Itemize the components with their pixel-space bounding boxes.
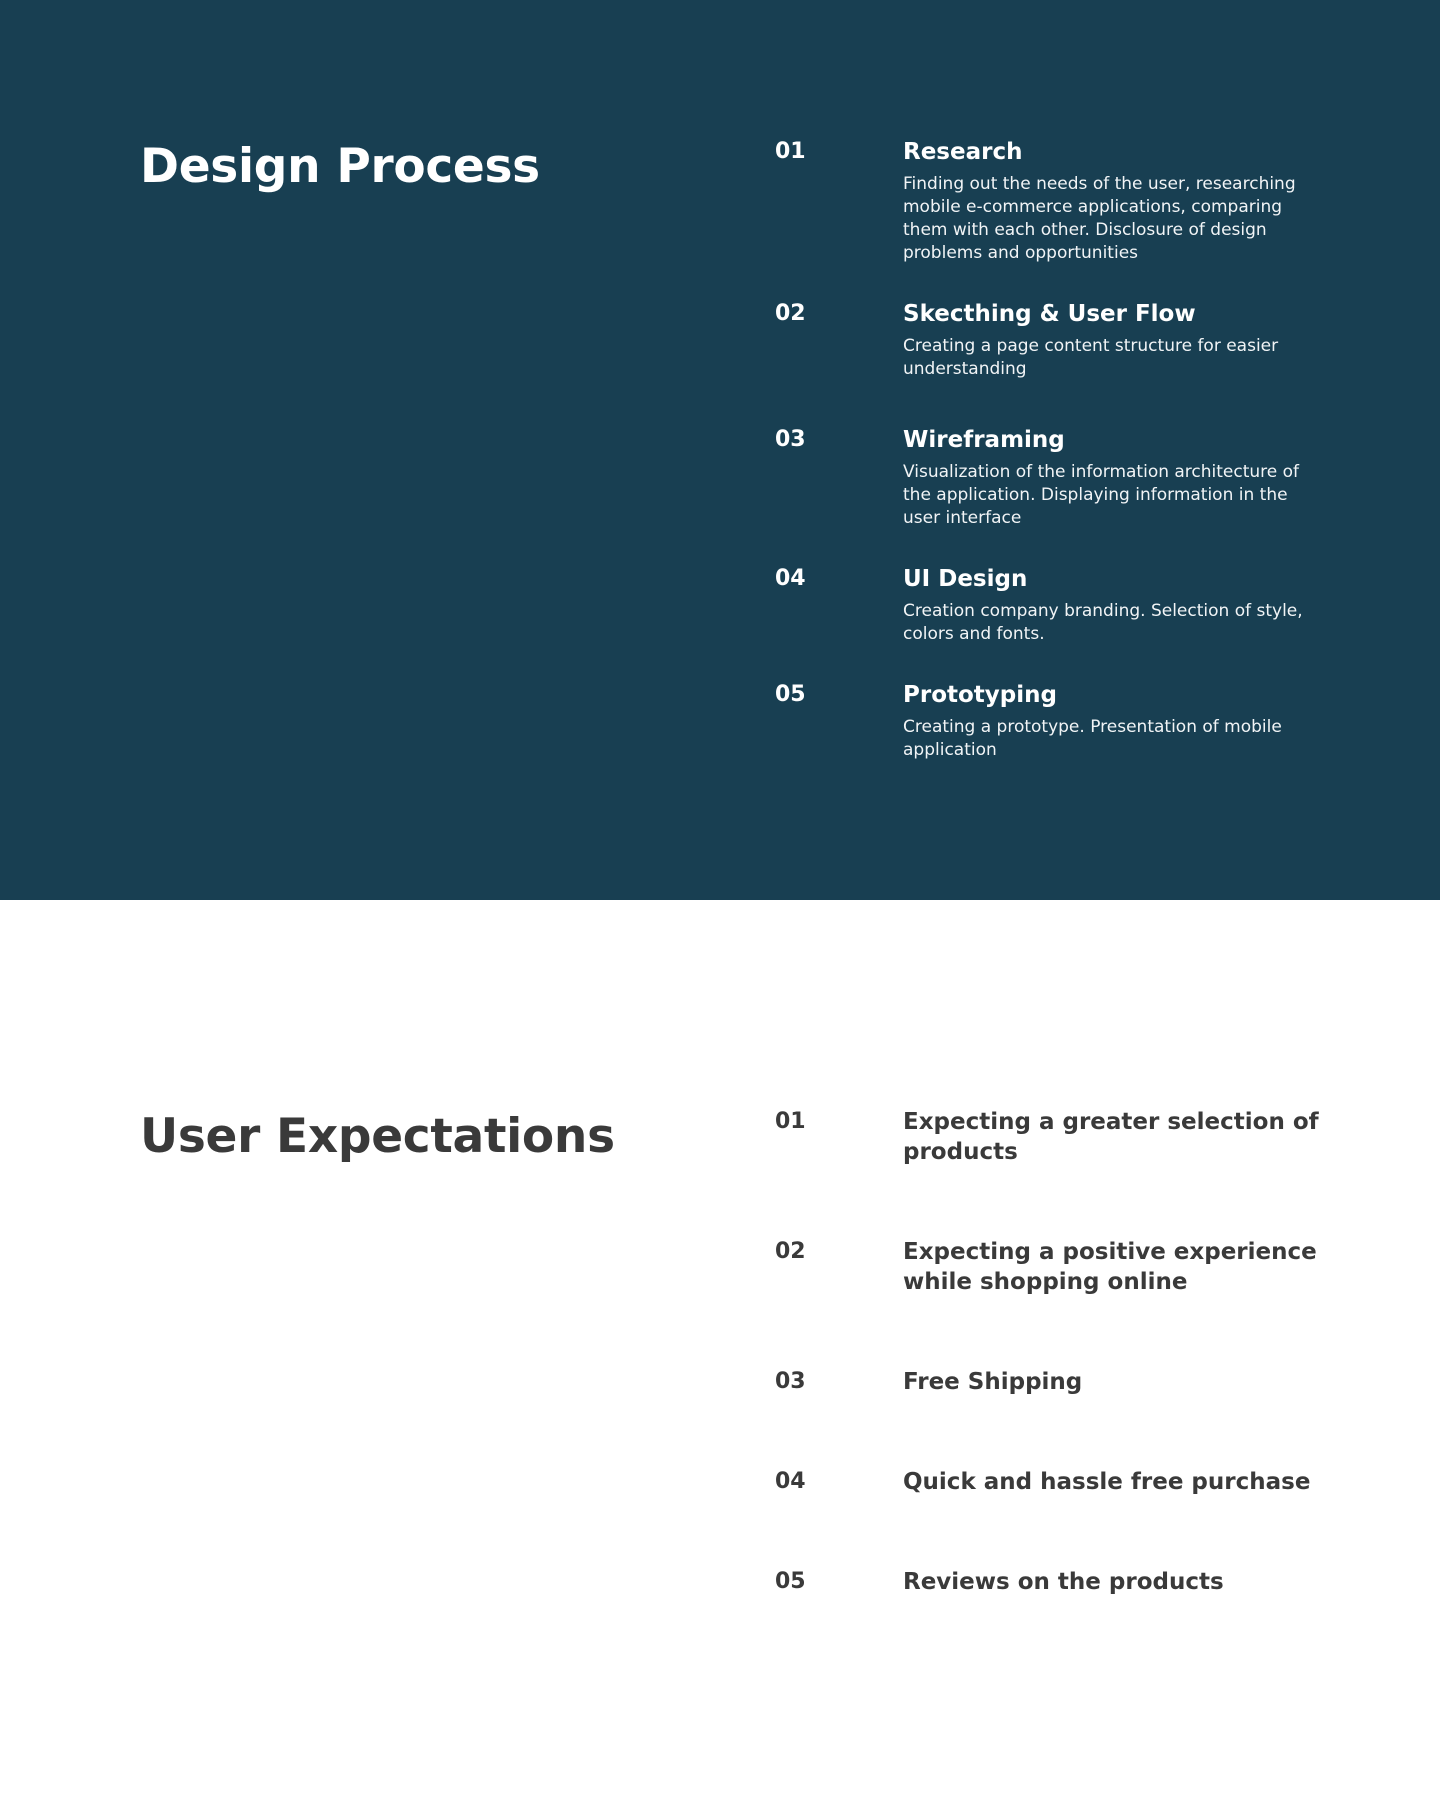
step-description: Creating a prototype. Presentation of mobile application [903, 717, 1282, 760]
step-content [903, 564, 1335, 646]
item-number: 01 [775, 1109, 806, 1134]
step-number: 04 [775, 566, 806, 591]
step-title: Wireframing [903, 427, 1065, 453]
step-description: Finding out the needs of the user, researching mobile e-commerce applications, comparing them with each other. Disclosure of design problems and opportunities [903, 174, 1296, 263]
step-description: Visualization of the information architecture of the application. Displaying information in the user interface [903, 462, 1300, 528]
item-number: 04 [775, 1469, 806, 1494]
item-content [903, 1567, 1335, 1597]
step-number: 05 [775, 682, 806, 707]
item-content [903, 1107, 1335, 1167]
step-number: 03 [775, 427, 806, 452]
item-text: Expecting a positive experience while shopping online [903, 1239, 1317, 1295]
step-content [903, 680, 1335, 762]
item-text: Expecting a greater selection of products [903, 1109, 1319, 1165]
user-expectations-section [0, 900, 1440, 1800]
step-title: Prototyping [903, 682, 1057, 708]
step-number: 02 [775, 301, 806, 326]
item-text: Free Shipping [903, 1369, 1083, 1395]
step-content [903, 425, 1335, 530]
step-description: Creating a page content structure for easier understanding [903, 336, 1279, 379]
step-content [903, 137, 1335, 265]
step-description: Creation company branding. Selection of style, colors and fonts. [903, 601, 1303, 644]
step-number: 01 [775, 139, 806, 164]
item-content [903, 1237, 1335, 1297]
step-title: UI Design [903, 566, 1028, 592]
step-content [903, 299, 1335, 381]
item-content [903, 1467, 1335, 1497]
item-content [903, 1367, 1335, 1397]
item-number: 05 [775, 1569, 806, 1594]
step-title: Skecthing & User Flow [903, 301, 1196, 327]
item-number: 02 [775, 1239, 806, 1264]
item-text: Quick and hassle free purchase [903, 1469, 1311, 1495]
user-expectations-title: User Expectations [140, 1109, 615, 1164]
design-process-title: Design Process [140, 139, 540, 194]
item-text: Reviews on the products [903, 1569, 1224, 1595]
item-number: 03 [775, 1369, 806, 1394]
step-title: Research [903, 139, 1023, 165]
